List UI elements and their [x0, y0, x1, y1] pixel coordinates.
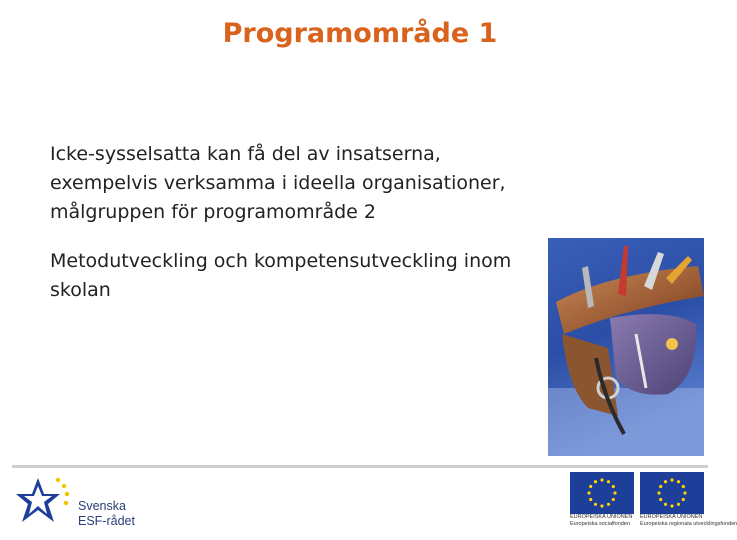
slide-body [50, 140, 540, 325]
esf-logo [14, 474, 144, 534]
eu-caption-line1: EUROPEISKA UNIONEN [570, 514, 633, 520]
esf-logo-text [78, 499, 135, 529]
bullet-text: Metodutveckling och kompetensutveckling inom skolan [50, 250, 512, 301]
eu-flag-icon [570, 472, 634, 514]
eu-logo-regional-fund [640, 472, 737, 534]
eu-caption-line2: Europeiska socialfonden [570, 521, 630, 527]
eu-caption-line1: EUROPEISKA UNIONEN [640, 514, 703, 520]
eu-flag-icon [640, 472, 704, 514]
tool-belt-photo [548, 238, 704, 456]
esf-star-icon [14, 474, 74, 532]
esf-logo-line2: ESF-rådet [78, 514, 135, 528]
esf-logo-line1: Svenska [78, 499, 126, 513]
slide-title: Programområde 1 [222, 18, 498, 49]
footer-divider [12, 465, 708, 468]
eu-caption-line2: Europeiska regionala utvecklingsfonden [640, 521, 737, 527]
eu-logo-social-fund [570, 472, 636, 534]
bullet-text: Icke-sysselsatta kan få del av insatserna, exempelvis verksamma i ideella organisationer, målgruppen för programområde 2 [50, 143, 506, 223]
